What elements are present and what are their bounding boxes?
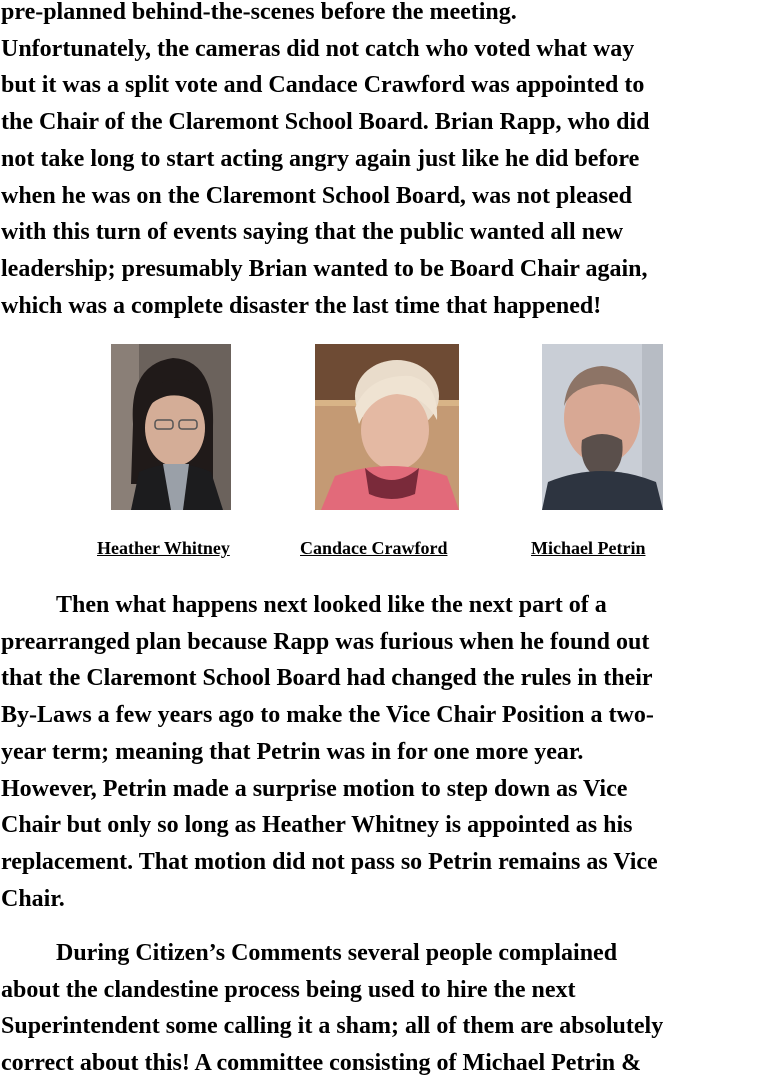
text-line: correct about this! A committee consisting of Michael Petrin & bbox=[1, 1050, 642, 1077]
text-line: Chair. bbox=[1, 885, 65, 912]
text-line: not take long to start acting angry again just like he did before bbox=[1, 145, 640, 172]
text-line: when he was on the Claremont School Board, was not pleased bbox=[1, 182, 632, 209]
portrait-michael-petrin bbox=[542, 344, 663, 510]
text-line: about the clandestine process being used to hire the next bbox=[1, 976, 576, 1003]
portrait-heather-whitney bbox=[111, 344, 231, 510]
caption-candace-crawford: Candace Crawford bbox=[300, 538, 448, 558]
portrait-candace-crawford bbox=[315, 344, 459, 510]
photo-candace-crawford bbox=[315, 344, 459, 510]
text-line: Chair but only so long as Heather Whitney is appointed as his bbox=[1, 812, 633, 839]
text-line: prearranged plan because Rapp was furious when he found out bbox=[1, 628, 650, 655]
caption-heather-whitney: Heather Whitney bbox=[97, 538, 230, 558]
text-line: replacement. That motion did not pass so Petrin remains as Vice bbox=[1, 848, 658, 875]
text-line: By-Laws a few years ago to make the Vice Chair Position a two- bbox=[1, 702, 654, 729]
text-line: Superintendent some calling it a sham; all of them are absolutely bbox=[1, 1013, 664, 1040]
photo-heather-whitney bbox=[111, 344, 231, 510]
text-line bbox=[1, 935, 764, 972]
text-line: that the Claremont School Board had changed the rules in their bbox=[1, 665, 653, 692]
text-line: the Chair of the Claremont School Board. Brian Rapp, who did bbox=[1, 109, 650, 136]
photo-michael-petrin bbox=[542, 344, 663, 510]
text-line: Unfortunately, the cameras did not catch who voted what way bbox=[1, 35, 635, 62]
text-line: but it was a split vote and Candace Crawford was appointed to bbox=[1, 72, 645, 99]
paragraph-3 bbox=[1, 935, 764, 1082]
text-line: year term; meaning that Petrin was in for one more year. bbox=[1, 738, 584, 765]
text-line-content: Then what happens next looked like the next part of a bbox=[56, 592, 607, 618]
text-line: However, Petrin made a surprise motion to step down as Vice bbox=[1, 775, 628, 802]
text-line: with this turn of events saying that the public wanted all new bbox=[1, 219, 624, 246]
text-line-content: During Citizen’s Comments several people complained bbox=[56, 940, 618, 966]
text-line: pre-planned behind-the-scenes before the meeting. bbox=[1, 0, 517, 25]
paragraph-1 bbox=[1, 0, 764, 324]
caption-michael-petrin: Michael Petrin bbox=[531, 538, 646, 558]
paragraph-2 bbox=[1, 587, 764, 917]
text-line: leadership; presumably Brian wanted to be Board Chair again, bbox=[1, 255, 648, 282]
text-line bbox=[1, 587, 764, 624]
text-line: which was a complete disaster the last time that happened! bbox=[1, 292, 602, 319]
